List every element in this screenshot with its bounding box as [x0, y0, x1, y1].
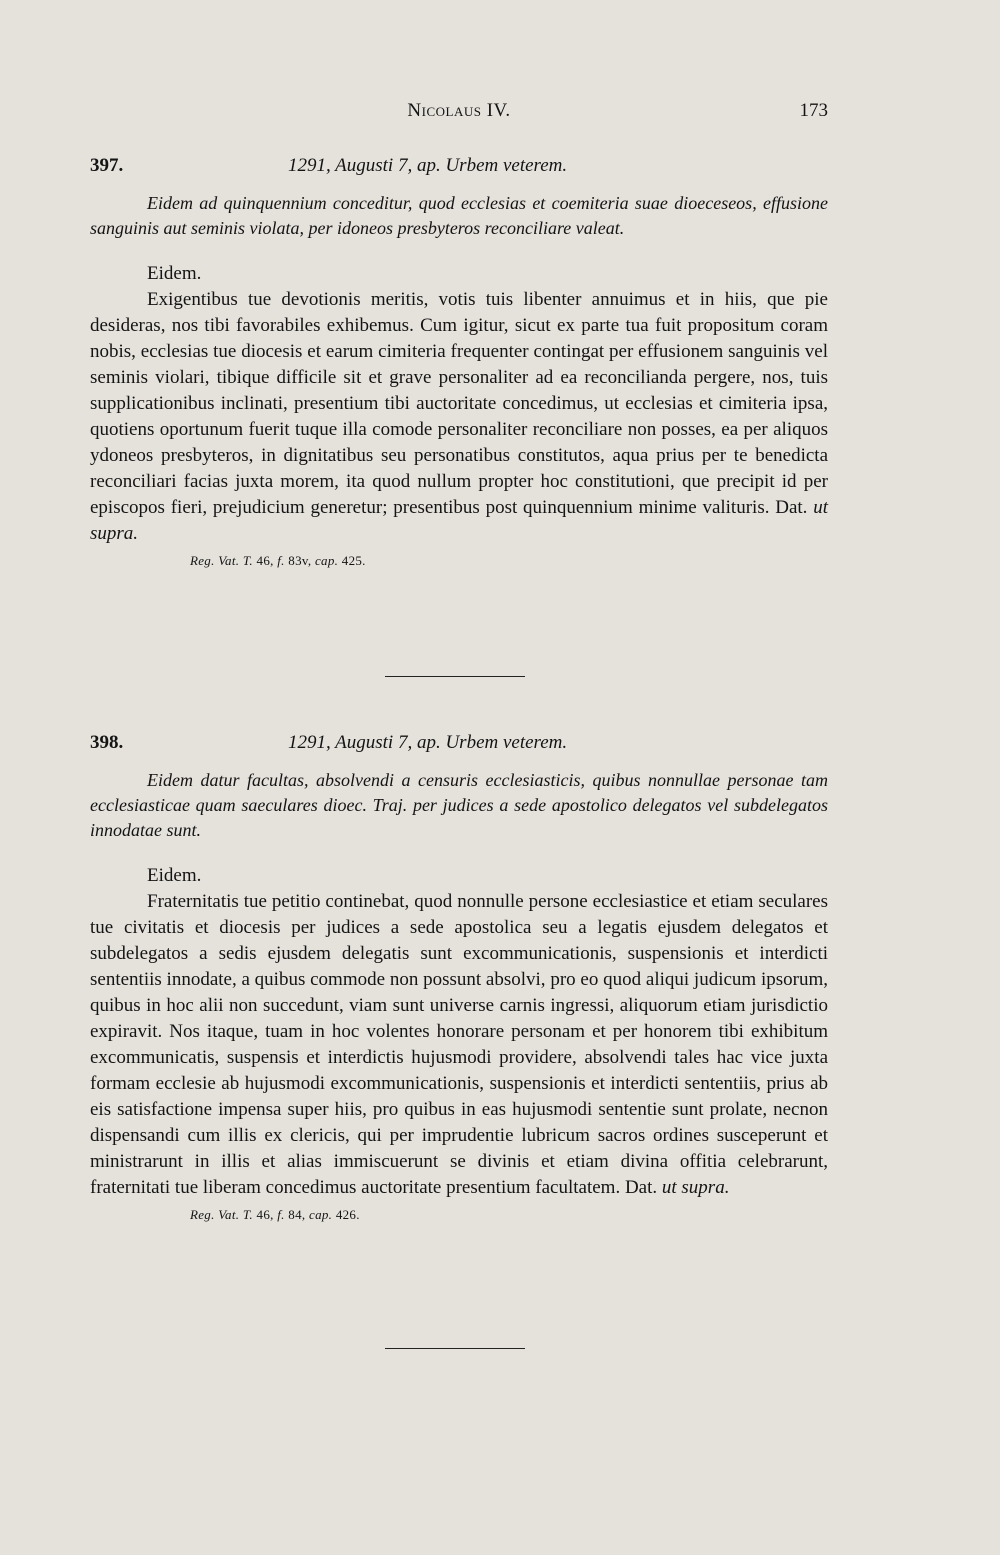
citation-volume: 46, — [256, 553, 274, 568]
citation-reg: Reg. — [190, 1207, 215, 1222]
entry-summary: Eidem datur facultas, absolvendi a censuris ecclesiasticis, quibus nonnullae personae tam ecclesiasticae quam saeculares dioec. Traj. per judices a sede apostolico delegatos vel subdelegatos innodatae sunt. — [90, 770, 828, 840]
citation-volume: 46, — [256, 1207, 274, 1222]
entry-number: 398. — [90, 732, 124, 753]
citation-folio: 83v, — [288, 553, 312, 568]
citation-t: T. — [242, 1207, 253, 1222]
citation-cap-number: 425. — [341, 553, 366, 568]
section-divider — [385, 676, 525, 677]
entry-body — [90, 889, 828, 1201]
citation-vat: Vat. — [218, 553, 240, 568]
entry-heading — [90, 155, 828, 185]
citation-vat: Vat. — [218, 1207, 240, 1222]
section-divider — [385, 1348, 525, 1349]
entry-addressee: Eidem. — [147, 865, 202, 886]
citation-f: f. — [277, 1207, 285, 1222]
citation-cap-number: 426. — [335, 1207, 360, 1222]
entry-body — [90, 287, 828, 547]
register-citation — [190, 1207, 828, 1223]
citation-folio: 84, — [288, 1207, 306, 1222]
entry-summary: Eidem ad quinquennium conceditur, quod ecclesias et coemiteria suae dioeceseos, effusione sanguinis aut seminis violata, per idoneos presbyteros reconciliare valeat. — [90, 193, 828, 238]
page-number: 173 — [799, 100, 828, 121]
entry-body-text: Exigentibus tue devotionis meritis, votis tuis libenter annuimus et in hiis, que pie desideras, nos tibi favorabiles exhibemus. Cum igitur, sicut ex parte tua fuit propositum coram nobis, ecclesias tue diocesis et earum cimiteria frequenter contingat per effusionem sanguinis vel seminis violari, tibique difficile sit et grave personaliter ad ea reconcilianda pergere, nos, tuis supplicationibus inclinati, presentium tibi auctoritate concedimus, ut ecclesias et cimiteria ipsa, quotiens oportunum fuerit tuque illa comode personaliter reconciliare non posses, ea per aliquos ydoneos presbyteros, in dignitatibus seu personatibus constitutos, aqua prius per te benedicta reconciliari facias juxta morem, ita quod nullum propter hoc constitutioni, que precipit id per episcopos fieri, prejudicium generetur; presentibus post quinquennium minime valituris. Dat. — [90, 289, 828, 518]
dat-ut-supra: ut supra. — [661, 1177, 730, 1198]
entry-heading — [90, 732, 828, 762]
entry-addressee: Eidem. — [147, 263, 202, 284]
citation-f: f. — [277, 553, 285, 568]
running-title: Nicolaus IV. — [407, 100, 511, 121]
entry-number: 397. — [90, 155, 124, 176]
entry-body-text: Fraternitatis tue petitio continebat, quod nonnulle persone ecclesiastice et etiam seculares tue civitatis et diocesis per judices a sede apostolica seu a legatis ejusdem delegatos et subdelegatos a sedis ejusdem delegatis sunt excommunicationis, suspensionis et interdicti sententiis innodate, a quibus commode non possunt absolvi, pro eo quod aliqui judicum ipsorum, quibus in hoc alii non succedunt, viam sunt universe carnis ingressi, aliquorum etiam jurisdictio expiravit. Nos itaque, tuam in hoc volentes honorare personam et per honorem tibi exhibitum excommunicatis, suspensis et interdictis hujusmodi providere, absolvendi tales hac vice juxta formam ecclesie ab hujusmodi excommunicationis, suspensionis et interdicti sententiis, prius ab eis satisfactione impensa super hiis, pro quibus in eas hujusmodi sententie sunt prolate, necnon dispensandi cum illis ex clericis, qui per imprudentie lubricum sacros ordines susceperunt et ministrarunt in illis et alias immiscuerunt se divinis et etiam divina offitia celebrarunt, fraternitati tue liberam concedimus auctoritate presentium facultatem. Dat. — [90, 891, 828, 1198]
entry-date: 1291, Augusti 7, ap. Urbem veterem. — [288, 732, 568, 753]
page-header — [90, 100, 828, 130]
register-citation — [190, 553, 828, 569]
citation-reg: Reg. — [190, 553, 215, 568]
citation-cap: cap. — [314, 553, 339, 568]
dat-ut-supra: ut supra. — [90, 497, 829, 544]
entry-398 — [90, 732, 828, 1223]
citation-cap: cap. — [309, 1207, 333, 1222]
entry-397 — [90, 155, 828, 569]
entry-date: 1291, Augusti 7, ap. Urbem veterem. — [288, 155, 568, 176]
citation-t: T. — [242, 553, 253, 568]
